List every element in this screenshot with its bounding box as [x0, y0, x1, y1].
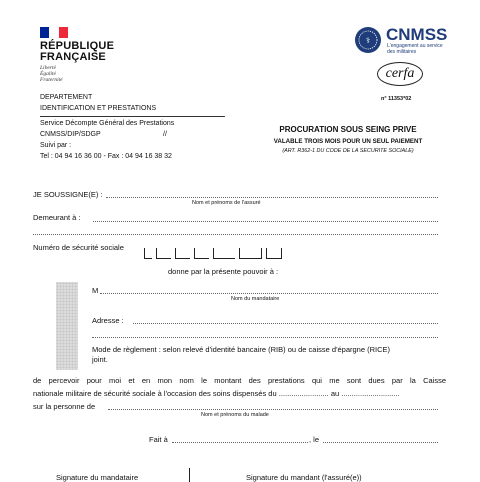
- form-subtitle: VALABLE TROIS MOIS POUR UN SEUL PAIEMENT: [273, 138, 423, 145]
- pouvoir-label: donne par la présente pouvoir à :: [168, 267, 279, 276]
- perception-line-3: sur la personne de: [33, 402, 96, 411]
- demeurant-field-1[interactable]: [93, 221, 438, 222]
- motto-liberte: Liberté: [40, 65, 56, 71]
- signature-mandant-label: Signature du mandant (l'assuré(e)): [246, 473, 362, 482]
- soussigne-field[interactable]: [106, 197, 438, 198]
- dept-divider: [40, 116, 225, 117]
- malade-field[interactable]: [108, 409, 438, 410]
- suivi-par: Suivi par :: [40, 142, 72, 149]
- mandataire-field[interactable]: [100, 293, 438, 294]
- secu-digit-box[interactable]: [156, 248, 171, 259]
- signature-mandataire-label: Signature du mandataire: [56, 473, 139, 482]
- secu-digit-box[interactable]: [194, 248, 209, 259]
- cerfa-logo: cerfa: [377, 62, 423, 86]
- shaded-margin: [56, 282, 78, 370]
- republic-line-1: RÉPUBLIQUE: [40, 40, 115, 52]
- demeurant-label: Demeurant à :: [33, 213, 81, 222]
- secu-digit-box[interactable]: [239, 248, 262, 259]
- flag-white: [49, 27, 58, 38]
- svg-text:⚕: ⚕: [365, 36, 371, 45]
- secu-digit-box[interactable]: [175, 248, 190, 259]
- secu-key-box[interactable]: [266, 248, 282, 259]
- soussigne-label: JE SOUSSIGNE(E) :: [33, 190, 103, 199]
- adresse-field-1[interactable]: [133, 323, 438, 324]
- secu-digit-box[interactable]: [144, 248, 152, 259]
- service-line: Service Décompte Général des Prestations: [40, 120, 175, 127]
- perception-line-1: de percevoir pour moi et en mon nom le montant des prestations qui me sont dues par la Caisse: [33, 376, 446, 385]
- form-legal-reference: (ART. R362-1 DU CODE DE LA SECURITE SOCIALE): [282, 148, 414, 154]
- cnmss-brand: CNMSS: [386, 25, 448, 44]
- phone-fax: Tel : 04 94 16 36 00 - Fax : 04 94 16 38 32: [40, 153, 172, 160]
- mode-reglement-line-2: joint.: [92, 355, 108, 364]
- cnmss-emblem-icon: [355, 27, 381, 53]
- cnmss-tagline-1: L'engagement au service: [387, 43, 443, 49]
- motto-egalite: Égalité: [40, 71, 56, 77]
- motto-fraternite: Fraternité: [40, 77, 63, 83]
- form-number: n° 11353*02: [381, 96, 412, 102]
- dept-line-2: IDENTIFICATION ET PRESTATIONS: [40, 105, 157, 112]
- perception-line-2: nationale militaire de sécurité sociale à l'occasion des soins dispensés du ........................ au ............................: [33, 389, 400, 398]
- secu-digit-box[interactable]: [213, 248, 235, 259]
- secu-label: Numéro de sécurité sociale: [33, 243, 124, 252]
- reference-separator: //: [163, 131, 167, 138]
- date-field[interactable]: [323, 442, 438, 443]
- dept-line-1: DEPARTEMENT: [40, 94, 93, 101]
- adresse-field-2[interactable]: [92, 337, 438, 338]
- flag-red: [59, 27, 68, 38]
- mode-reglement-line-1: Mode de règlement : selon relevé d'identité bancaire (RIB) ou de caisse d'épargne (RICE): [92, 345, 391, 354]
- soussigne-caption: Nom et prénoms de l'assuré: [192, 200, 261, 206]
- fait-a-field[interactable]: [172, 442, 308, 443]
- cnmss-tagline-2: des militaires: [387, 49, 417, 55]
- date-le-label: , le: [309, 435, 320, 444]
- demeurant-field-2[interactable]: [33, 234, 438, 235]
- republic-line-2: FRANÇAISE: [40, 51, 106, 63]
- adresse-label: Adresse :: [92, 316, 124, 325]
- french-flag-logo: [40, 27, 68, 38]
- fait-a-label: Fait à: [149, 435, 168, 444]
- mandataire-m-label: M: [92, 286, 99, 295]
- mandataire-caption: Nom du mandataire: [231, 296, 280, 302]
- reference-line: CNMSS/DIP/SDGP: [40, 131, 101, 138]
- form-title: PROCURATION SOUS SEING PRIVE: [279, 125, 417, 134]
- malade-caption: Nom et prénoms du malade: [201, 412, 269, 418]
- flag-blue: [40, 27, 49, 38]
